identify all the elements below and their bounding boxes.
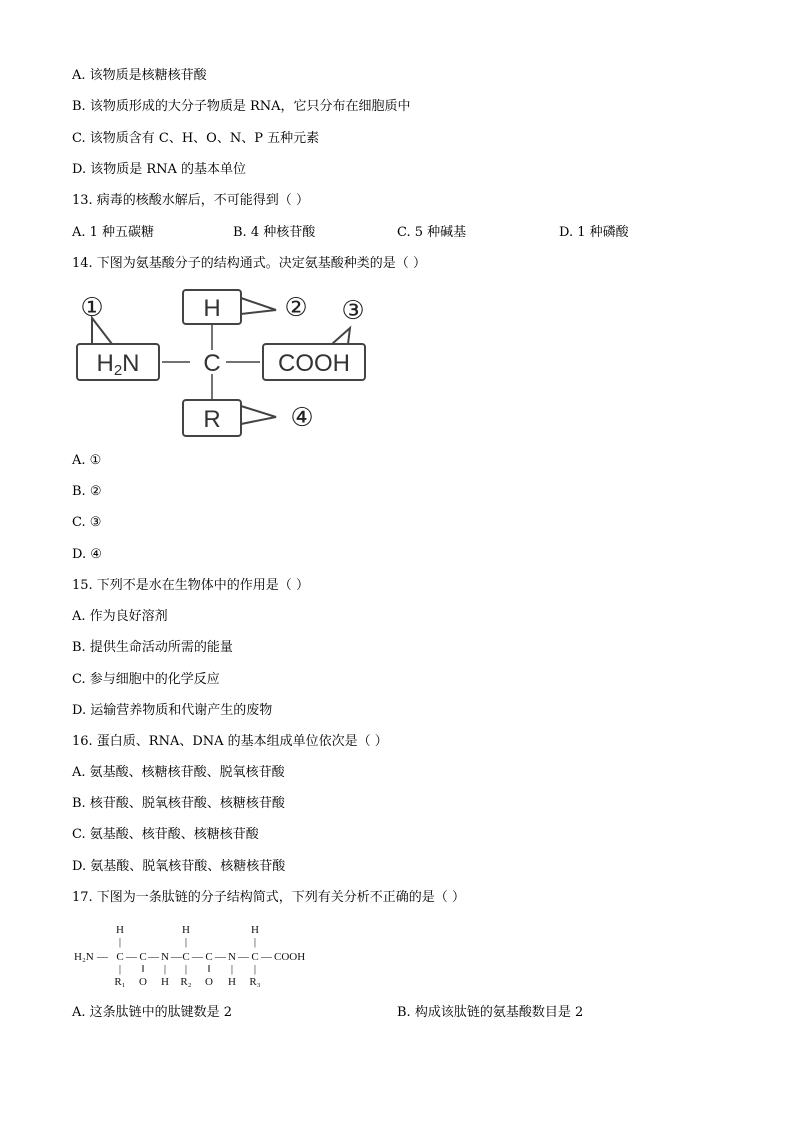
top-h-2: H: [182, 924, 190, 936]
q15-option-b: B. 提供生命活动所需的能量: [72, 640, 233, 655]
svg-text:—: —: [97, 951, 108, 963]
sub-h-n1: H: [161, 976, 169, 988]
marker-3: ③: [341, 295, 365, 325]
top-h-1: H: [116, 924, 124, 936]
marker-4: ④: [290, 402, 314, 432]
svg-text:—: —: [171, 951, 182, 963]
q16-stem: 16. 蛋白质、RNA、DNA 的基本组成单位依次是（ ）: [72, 734, 388, 749]
marker-2: ②: [284, 292, 308, 322]
chain-c2: C: [139, 951, 147, 963]
svg-text:—: —: [126, 951, 137, 963]
amino-acid-diagram: [70, 282, 370, 442]
q14-stem: 14. 下图为氨基酸分子的结构通式。决定氨基酸种类的是（ ）: [72, 256, 426, 271]
q15-option-d: D. 运输营养物质和代谢产生的废物: [72, 703, 273, 718]
q17-stem: 17. 下图为一条肽链的分子结构简式，下列有关分析不正确的是（ ）: [72, 890, 465, 905]
svg-text:|: |: [118, 963, 122, 975]
q12-option-b: B. 该物质形成的大分子物质是 RNA，它只分布在细胞质中: [72, 99, 411, 114]
svg-text:—: —: [238, 951, 249, 963]
chain-c1: C: [116, 951, 124, 963]
sub-h-n2: H: [228, 976, 236, 988]
q12-option-c: C. 该物质含有 C、H、O、N、P 五种元素: [72, 131, 320, 146]
top-h-3: H: [251, 924, 259, 936]
q13-option-c: C. 5 种碱基: [397, 225, 467, 240]
sub-o2: O: [205, 976, 213, 988]
chain-n2: N: [228, 951, 236, 963]
q13-option-a: A. 1 种五碳糖: [72, 225, 155, 240]
q13-stem: 13. 病毒的核酸水解后，不可能得到（ ）: [72, 193, 309, 208]
sub-r2: R₂: [180, 976, 192, 988]
q14-option-a: A. ①: [72, 453, 102, 468]
q16-option-b: B. 核苷酸、脱氧核苷酸、核糖核苷酸: [72, 796, 285, 811]
chain-c3: C: [182, 951, 190, 963]
sub-r1: R₁: [114, 976, 126, 988]
svg-text:|: |: [230, 963, 234, 975]
chain-c4: C: [205, 951, 213, 963]
svg-text:—: —: [215, 951, 226, 963]
sub-o1: O: [139, 976, 147, 988]
svg-text:—: —: [148, 951, 159, 963]
q14-option-b: B. ②: [72, 484, 102, 499]
sub-r3: R₃: [249, 976, 261, 988]
q14-option-d: D. ④: [72, 547, 102, 562]
r-pointer: [241, 406, 276, 424]
svg-text:‖: ‖: [207, 963, 211, 975]
marker-1: ①: [80, 292, 104, 322]
q16-option-c: C. 氨基酸、核苷酸、核糖核苷酸: [72, 827, 259, 842]
chain-h2n: H₂N: [74, 951, 94, 963]
svg-text:|: |: [184, 963, 188, 975]
carbon-label: C: [203, 350, 221, 377]
svg-text:‖: ‖: [141, 963, 145, 975]
q15-option-c: C. 参与细胞中的化学反应: [72, 672, 220, 687]
svg-text:—: —: [261, 951, 272, 963]
svg-text:|: |: [118, 936, 122, 948]
h-pointer: [241, 298, 276, 314]
q16-option-a: A. 氨基酸、核糖核苷酸、脱氧核苷酸: [72, 765, 285, 780]
q13-option-d: D. 1 种磷酸: [559, 225, 629, 240]
q12-option-a: A. 该物质是核糖核苷酸: [72, 68, 207, 83]
chain-cooh: COOH: [274, 951, 306, 963]
h2n-label: H2N: [96, 350, 140, 379]
q13-option-b: B. 4 种核苷酸: [233, 225, 316, 240]
r-label: R: [203, 406, 221, 433]
q12-option-d: D. 该物质是 RNA 的基本单位: [72, 162, 247, 177]
chain-c5: C: [251, 951, 259, 963]
cooh-label: COOH: [278, 350, 350, 377]
peptide-chain-diagram: [74, 922, 324, 992]
q16-option-d: D. 氨基酸、脱氧核苷酸、核糖核苷酸: [72, 859, 286, 874]
cooh-pointer: [332, 328, 350, 344]
q14-option-c: C. ③: [72, 515, 102, 530]
svg-text:—: —: [192, 951, 203, 963]
q17-option-a: A. 这条肽链中的肽键数是 2: [72, 1005, 233, 1020]
chain-n1: N: [161, 951, 169, 963]
svg-text:|: |: [163, 963, 167, 975]
svg-text:|: |: [184, 936, 188, 948]
svg-text:|: |: [253, 963, 257, 975]
h-label: H: [203, 295, 221, 322]
q17-option-b: B. 构成该肽链的氨基酸数目是 2: [397, 1005, 584, 1020]
q15-stem: 15. 下列不是水在生物体中的作用是（ ）: [72, 578, 309, 593]
svg-text:|: |: [253, 936, 257, 948]
q15-option-a: A. 作为良好溶剂: [72, 609, 168, 624]
